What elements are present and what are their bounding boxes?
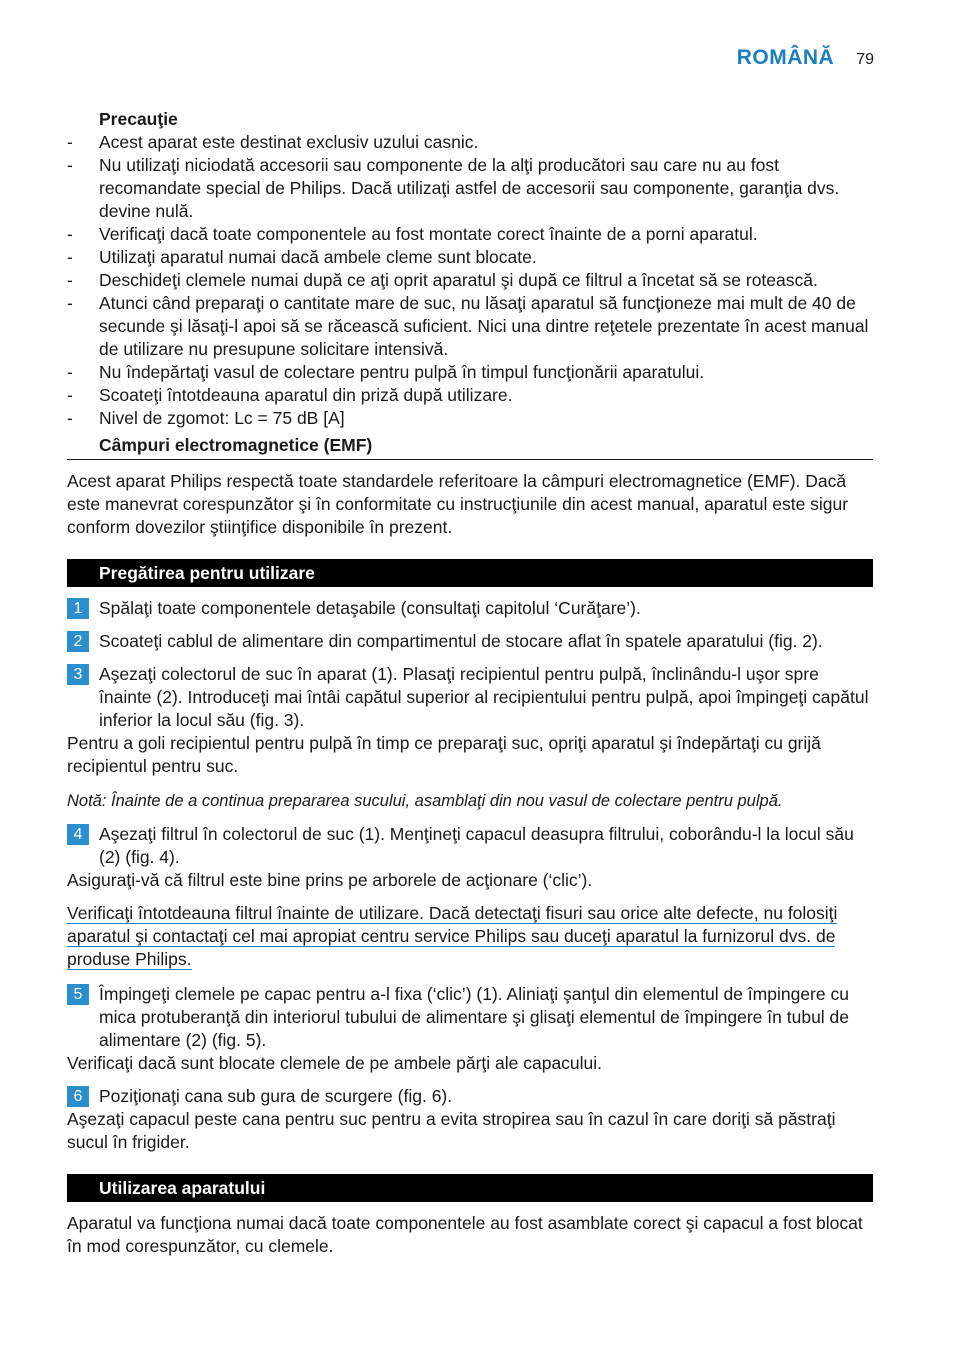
step-number-badge: 4 [67, 824, 89, 845]
step-2 [67, 630, 873, 653]
step-3-followup: Pentru a goli recipientul pentru pulpă în timp ce preparaţi suc, opriţi aparatul şi îndepărtaţi cu grijă recipientul pentru suc. [67, 733, 821, 776]
step-3 [67, 663, 873, 732]
list-item: - Nu îndepărtaţi vasul de colectare pentru pulpă în timpul funcţionării aparatului. [67, 362, 705, 382]
step-number-badge: 6 [67, 1086, 89, 1107]
step-text: Scoateţi cablul de alimentare din compartimentul de stocare aflat în spatele aparatului (fig. 2). [99, 631, 823, 651]
list-item: - Nivel de zgomot: Lc = 75 dB [A] [67, 408, 345, 428]
step-number-badge: 3 [67, 664, 89, 685]
step-4-followup: Asiguraţi-vă că filtrul este bine prins pe arborele de acţionare (‘clic’). [67, 870, 593, 890]
step-5-followup: Verificaţi dacă sunt blocate clemele de pe ambele părţi ale capacului. [67, 1053, 603, 1073]
step-text: Spălaţi toate componentele detaşabile (consultaţi capitolul ‘Curăţare’). [99, 598, 641, 618]
precautie-heading: Precauţie [99, 109, 178, 129]
utilizare-paragraph: Aparatul va funcţiona numai dacă toate componentele au fost asamblate corect şi capacul a fost blocat în mod corespunzător, cu clemele. [67, 1213, 863, 1256]
list-item: - Atunci când preparaţi o cantitate mare de suc, nu lăsaţi aparatul să funcţioneze mai mult de 40 de secunde şi lăsaţi-l apoi să se răcească suficient. Nici una dintre reţetele prezentate în acest manual de utilizare nu presupune solicitare intensivă. [67, 293, 869, 359]
step-number-badge: 5 [67, 984, 89, 1005]
page-content [67, 108, 873, 1258]
list-item: - Acest aparat este destinat exclusiv uzului casnic. [67, 132, 479, 152]
step-number-badge: 2 [67, 631, 89, 652]
step-6-followup: Aşezaţi capacul peste cana pentru suc pentru a evita stropirea sau în cazul în care doriţi să păstraţi sucul în frigider. [67, 1109, 836, 1152]
step-5 [67, 983, 873, 1052]
step-text: Aşezaţi filtrul în colectorul de suc (1). Menţineţi capacul deasupra filtrului, coborându-l la locul său (2) (fig. 4). [99, 824, 854, 867]
step-text: Împingeţi clemele pe capac pentru a-l fixa (‘clic’) (1). Aliniaţi şanţul din elementul de împingere cu mica protuberanţă din interiorul tubului de alimentare şi glisaţi elementul de împingere în tubul de alimentare (2) (fig. 5). [99, 984, 850, 1050]
list-item: - Deschideţi clemele numai după ce aţi oprit aparatul şi după ce filtrul a încetat să se rotească. [67, 270, 818, 290]
step-text: Poziţionaţi cana sub gura de scurgere (fig. 6). [99, 1086, 453, 1106]
section-header-utilizare: Utilizarea aparatului [67, 1174, 873, 1202]
page-header [737, 46, 874, 71]
note-text: Notă: Înainte de a continua prepararea sucului, asamblaţi din nou vasul de colectare pentru pulpă. [67, 792, 783, 810]
step-1 [67, 597, 873, 620]
step-text: Aşezaţi colectorul de suc în aparat (1). Plasaţi recipientul pentru pulpă, înclinându-l uşor spre înainte (2). Introduceţi mai întâi capătul superior al recipientului pentru pulpă, apoi împingeţi capătul inferior la locul său (fig. 3). [99, 664, 869, 730]
list-item: - Verificaţi dacă toate componentele au fost montate corect înainte de a porni aparatul. [67, 224, 758, 244]
emf-paragraph: Acest aparat Philips respectă toate standardele referitoare la câmpuri electromagnetice (EMF). Dacă este manevrat corespunzător şi în conformitate cu instrucţiunile din acest manual, aparatul este sigur conform dovezilor ştiinţifice disponibile în prezent. [67, 471, 849, 537]
list-item: - Scoateţi întotdeauna aparatul din priză după utilizare. [67, 385, 513, 405]
list-item: - Utilizaţi aparatul numai dacă ambele cleme sunt blocate. [67, 247, 537, 267]
section-header-pregatire: Pregătirea pentru utilizare [67, 559, 873, 587]
warning-paragraph [67, 902, 873, 971]
warning-text: Verificaţi întotdeauna filtrul înainte de utilizare. Dacă detectaţi fisuri sau orice alte defecte, nu folosiţi aparatul şi contactaţi cel mai apropiat centru service Philips sau duceţi aparatul la furnizorul dvs. de produse Philips. [67, 903, 838, 969]
step-6 [67, 1085, 873, 1108]
precautie-list [67, 131, 873, 430]
language-label: ROMÂNĂ [736, 46, 835, 69]
step-4 [67, 823, 873, 869]
page-number: 79 [856, 51, 874, 68]
step-number-badge: 1 [67, 598, 89, 619]
list-item: - Nu utilizaţi niciodată accesorii sau componente de la alţi producători sau care nu au fost recomandate special de Philips. Dacă utilizaţi astfel de accesorii sau componente, garanţia dvs. devine nulă. [67, 155, 840, 221]
emf-heading: Câmpuri electromagnetice (EMF) [67, 434, 873, 460]
